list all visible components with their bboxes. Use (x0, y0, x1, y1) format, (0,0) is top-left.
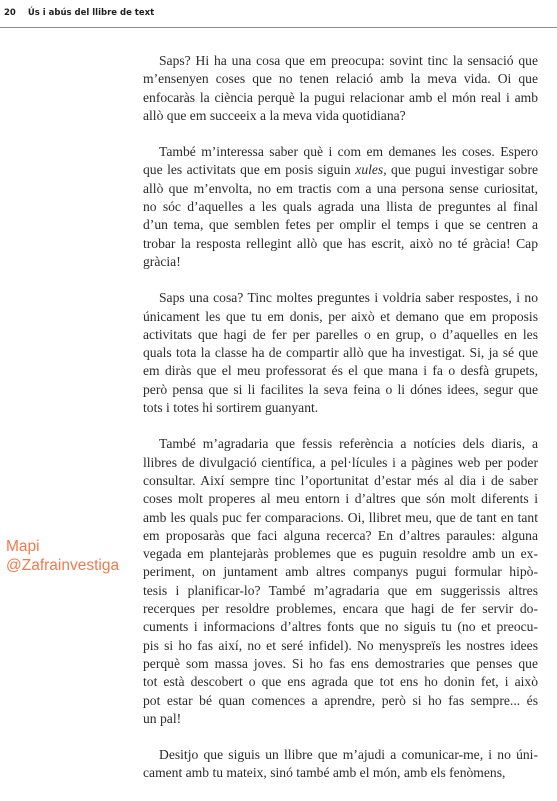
body-text (143, 52, 538, 801)
text-line: pot estar bé quan comences a aprendre, però si ho fas sempre... és (143, 692, 538, 708)
text-line: trobar la resposta rellegint allò que has escrit, això no té gràcia! Cap (143, 235, 538, 251)
text-line: però pensa que si li facilites la seva feina o li dónes idees, segur que (143, 381, 538, 397)
paragraph (143, 435, 538, 728)
text-line: que les activitats que em posis siguin xules, que pugui investigar sobre (143, 162, 538, 178)
text-line: llibres de divulgació científica, a pel·lícules i a pàgines web per poder (143, 454, 538, 470)
watermark-handle: @Zafrainvestiga (6, 557, 120, 574)
text-line: em diràs que el meu professorat és el que mana i fa o desfà grupets, (143, 363, 538, 379)
text-line: un pal! (143, 710, 182, 726)
text-line: amb les quals puc fer comparacions. Oi, llibret meu, que de tant en tant (143, 509, 538, 525)
text-line: d’un tema, que semblen fetes per omplir el temps i que se centren a (143, 217, 538, 233)
text-line: allò que m’envolta, no em tractis com a una persona sense curiositat, (143, 180, 538, 196)
header-rule (0, 27, 557, 28)
paragraph (143, 143, 538, 271)
watermark (6, 537, 119, 575)
page-number: 20 (4, 8, 16, 18)
text-line: periment, on juntament amb altres companys pugui formular hipò- (143, 564, 538, 580)
text-line: pis si ho fas així, no et seré infidel). No menyspreïs les nostres idees (143, 637, 538, 653)
text-line: em proposaràs que faci alguna recerca? En d’altres paraules: alguna (143, 527, 538, 543)
text-line: vegada em plantejaràs problemes que es puguin resoldre amb un ex- (143, 546, 538, 562)
text-line: tot està descobert o que ens agrada que tot ens ho donin fet, i això (143, 674, 538, 690)
text-line: enfocaràs la ciència perquè la pugui relacionar amb el món real i amb (143, 89, 538, 105)
text-line: m’ensenyen coses que no tenen relació amb la meva vida. Oi que (143, 71, 538, 87)
text-line: També m’agradaria que fessis referència a notícies dels diaris, a (159, 436, 538, 452)
text-line: quals tota la classe ha de compartir allò que ha investigat. Si, ja sé que (143, 345, 538, 361)
text-line: tots i totes hi sortirem guanyant. (143, 400, 319, 416)
text-line: Desitjo que siguis un llibre que m’ajudi a comunicar-me, i no úni- (159, 747, 538, 763)
text-line: tesis i planificar-lo? També m’agradaria que em suggerissis altres (143, 582, 538, 598)
text-line: activitats que hagi de fer per parelles o en grup, o d’aquelles en les (143, 326, 538, 342)
text-line: perquè som massa joves. Si ho fas ens demostraries que penses que (143, 655, 538, 671)
page-header (4, 8, 154, 18)
paragraph (143, 746, 538, 783)
text-line: gràcia! (143, 253, 181, 269)
text-line: cament amb tu mateix, sinó també amb el món, amb els fenòmens, (143, 765, 506, 781)
text-line: consultar. Així sempre tinc l’oportunitat d’estar més al dia i de saber (143, 472, 538, 488)
text-line: Saps? Hi ha una cosa que em preocupa: sovint tinc la sensació que (159, 53, 538, 68)
running-title: Ús i abús del llibre de text (27, 8, 155, 18)
text-line: També m’interessa saber què i com em demanes les coses. Espero (159, 144, 538, 160)
text-line: recerques per resoldre problemes, encara que hagi de fer servir do- (143, 601, 538, 617)
paragraph (143, 289, 538, 417)
paragraph (143, 52, 538, 125)
text-line: allò que em succeeix a la meva vida quotidiana? (143, 107, 406, 123)
text-line: cuments i informacions d’altres fonts que no siguis tu (no et preocu- (143, 619, 538, 635)
text-line: Saps una cosa? Tinc moltes preguntes i voldria saber respostes, i no (159, 290, 538, 306)
watermark-name: Mapi (6, 538, 40, 555)
text-line: no sóc d’aquelles a les quals agrada una llista de preguntes al final (143, 199, 538, 215)
text-line: únicament les que tu em donis, per això et demano que em proposis (143, 308, 538, 324)
text-line: coses molt properes al meu entorn i d’altres que són molt diferents i (143, 491, 538, 507)
